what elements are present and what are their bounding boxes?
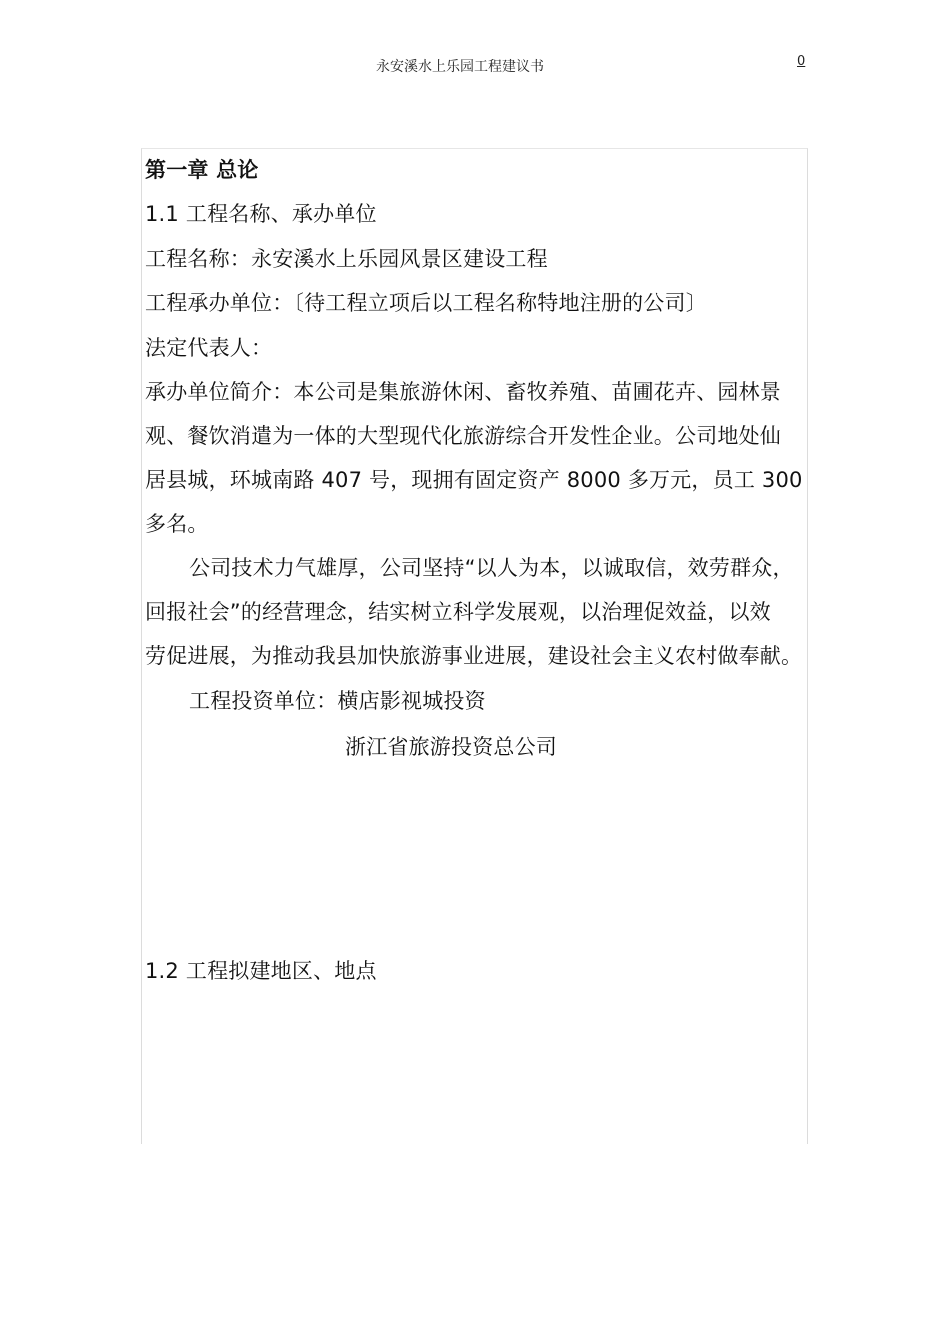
project-name-line: 工程名称：永安溪水上乐园风景区建设工程 [145, 247, 548, 271]
paragraph-line: 回报社会”的经营理念，结实树立科学发展观，以治理促效益，以效 [145, 600, 771, 624]
intro-line: 居县城，环城南路 407 号，现拥有固定资产 8000 多万元，员工 300 [145, 468, 803, 492]
paragraph-line: 公司技术力气雄厚，公司坚持“以人为本，以诚取信，效劳群众， [189, 556, 794, 580]
paragraph-line: 劳促进展，为推动我县加快旅游事业进展，建设社会主义农村做奉献。 [145, 644, 803, 668]
intro-line: 观、餐饮消遣为一体的大型现代化旅游综合开发性企业。公司地处仙 [145, 424, 781, 448]
intro-line: 多名。 [145, 512, 209, 536]
legal-rep-line: 法定代表人： [145, 336, 273, 360]
page-header [0, 54, 950, 78]
page-number: 0 [797, 54, 806, 69]
header-title: 永安溪水上乐园工程建议书 [376, 59, 544, 75]
section-heading-1-1: 1.1 工程名称、承办单位 [145, 202, 377, 226]
intro-line: 承办单位简介：本公司是集旅游休闲、畜牧养殖、苗圃花卉、园林景 [145, 380, 781, 404]
chapter-title: 第一章 总论 [145, 158, 259, 182]
section-heading-1-2: 1.2 工程拟建地区、地点 [145, 959, 377, 983]
undertaking-unit-line: 工程承办单位：〔待工程立项后以工程名称特地注册的公司〕 [145, 291, 707, 315]
investor-line: 工程投资单位：横店影视城投资 [189, 689, 486, 713]
investor-line: 浙江省旅游投资总公司 [345, 735, 557, 759]
